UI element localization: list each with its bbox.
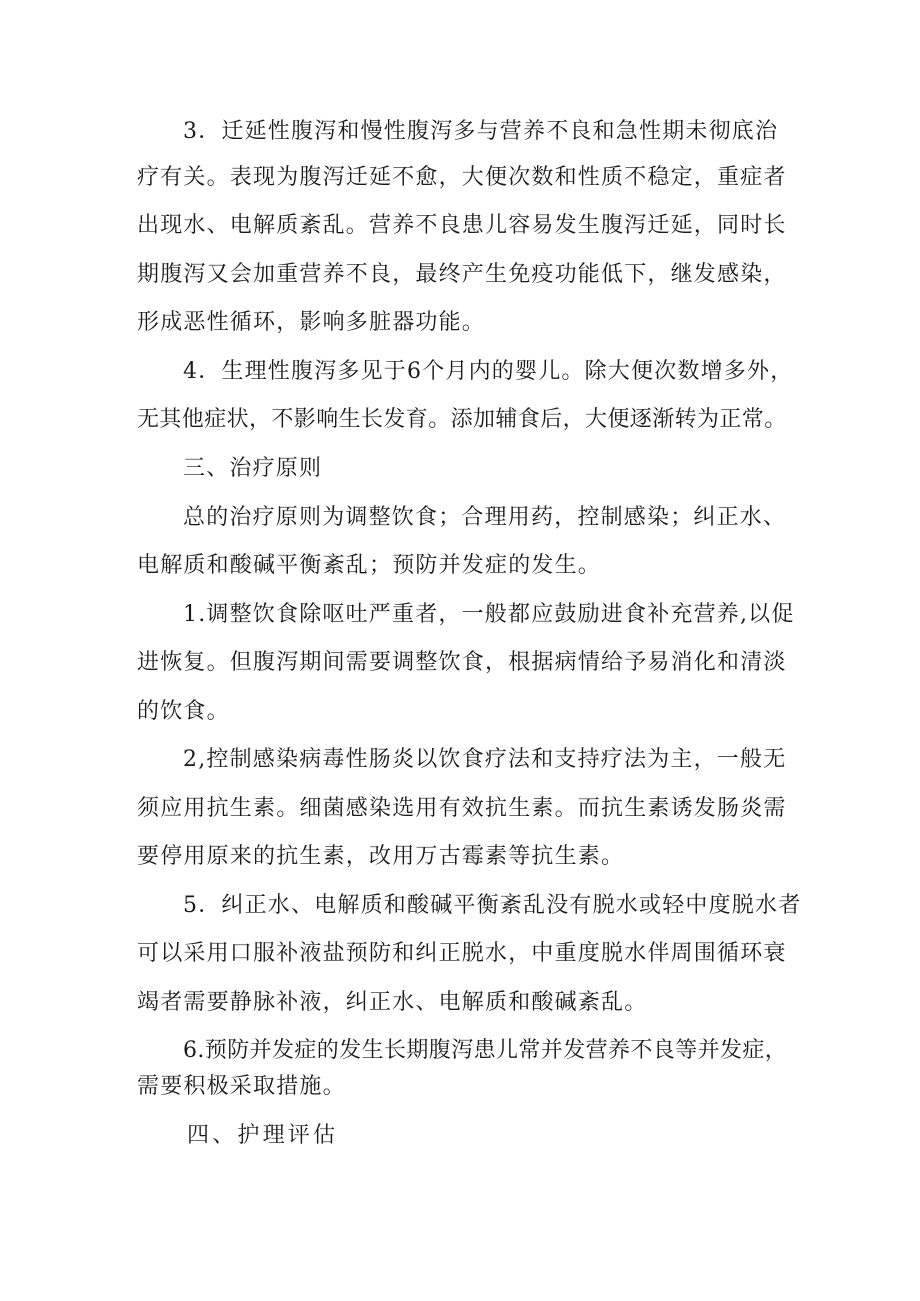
text-line: 竭者需要静脉补液，纠正水、电解质和酸碱紊乱。 (137, 990, 648, 1015)
text-line: 要停用原来的抗生素，改用万古霉素等抗生素。 (137, 844, 625, 869)
text-line: 2,控制感染病毒性肠炎以饮食疗法和支持疗法为主，一般无 (183, 747, 787, 772)
text-line: 需要积极采取措施。 (137, 1074, 346, 1099)
text-line: 电解质和酸碱平衡紊乱；预防并发症的发生。 (137, 553, 602, 578)
text-line: 6.预防并发症的发生长期腹泻患儿常并发营养不良等并发症， (183, 1038, 788, 1063)
text-line: 可以采用口服补液盐预防和纠正脱水，中重度脱水伴周围循环衰 (137, 941, 787, 966)
text-line: 出现水、电解质紊乱。营养不良患儿容易发生腹泻迁延，同时长 (137, 213, 787, 238)
text-line: 进恢复。但腹泻期间需要调整饮食，根据病情给予易消化和清淡 (137, 650, 787, 675)
text-line: 1.调整饮食除呕吐严重者，一般都应鼓励进食补充营养,以促 (183, 602, 795, 627)
section-heading: 三、治疗原则 (183, 456, 323, 481)
text-line: 疗有关。表现为腹泻迁延不愈，大便次数和性质不稳定，重症者 (137, 165, 787, 190)
text-line: 的饮食。 (137, 699, 230, 724)
section-heading: 四、护理评估 (187, 1123, 339, 1148)
text-line: 4．生理性腹泻多见于6个月内的婴儿。除大便次数增多外， (183, 359, 794, 384)
text-line: 期腹泻又会加重营养不良，最终产生免疫功能低下，继发感染， (137, 262, 787, 287)
text-line: 须应用抗生素。细菌感染选用有效抗生素。而抗生素诱发肠炎需 (137, 796, 787, 821)
text-line: 5．纠正水、电解质和酸碱平衡紊乱没有脱水或轻中度脱水者 (183, 893, 802, 918)
text-line: 无其他症状，不影响生长发育。添加辅食后，大便逐渐转为正常。 (137, 407, 787, 432)
text-line: 3．迁延性腹泻和慢性腹泻多与营养不良和急性期未彻底治 (183, 119, 779, 144)
text-line: 总的治疗原则为调整饮食；合理用药，控制感染；纠正水、 (183, 505, 787, 530)
text-line: 形成恶性循环，影响多脏器功能。 (137, 310, 486, 335)
